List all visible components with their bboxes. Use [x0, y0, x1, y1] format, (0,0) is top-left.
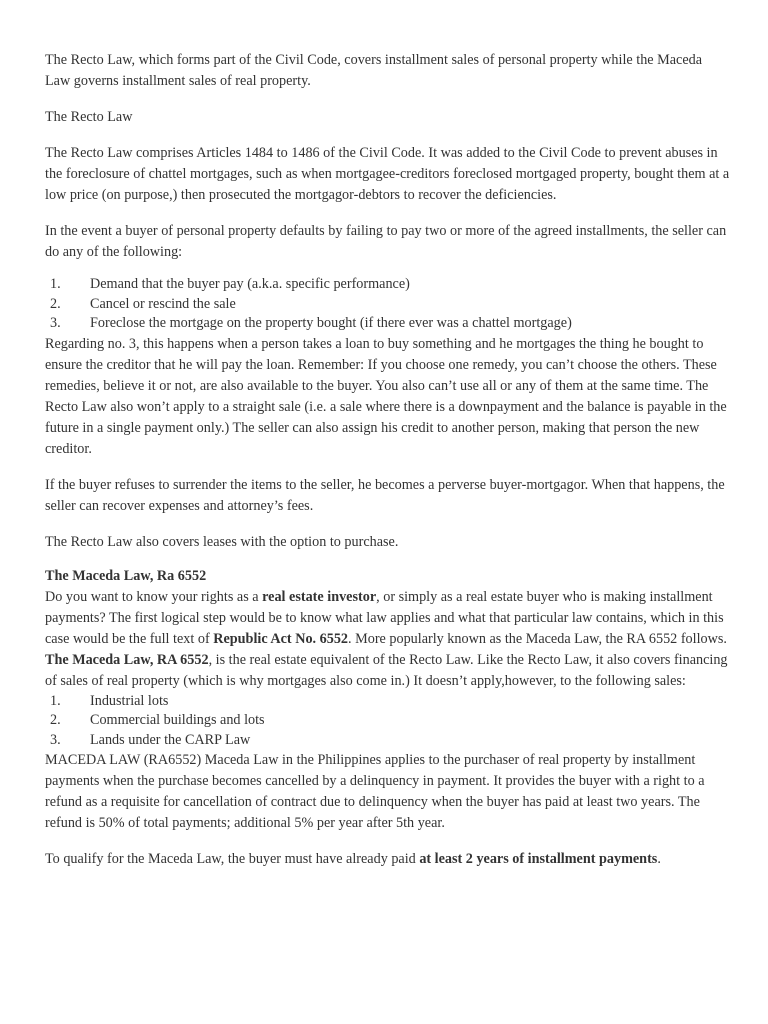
- perverse-buyer-paragraph: If the buyer refuses to surrender the items to the seller, he becomes a perverse buyer-mortgagor. When that happens, the seller can recover expenses and attorney’s fees.: [45, 476, 725, 514]
- seller-remedies-list: [45, 275, 730, 334]
- list-item: [45, 314, 730, 334]
- maceda-refund-paragraph: MACEDA LAW (RA6552) Maceda Law in the Philippines applies to the purchaser of real property by installment payments when the purchase becomes cancelled by a delinquency in payment. It provides the buyer with a right to a refund as a requisite for cancellation of contract due to delinquency when the buyer has paid at least two years. The refund is 50% of total payments; additional 5% per year after 5th year.: [45, 752, 705, 831]
- list-item: [45, 295, 730, 315]
- list-item-text: Lands under the CARP Law: [90, 731, 251, 748]
- document-body: [45, 50, 730, 885]
- recto-law-description: The Recto Law comprises Articles 1484 to 1486 of the Civil Code. It was added to the Civil Code to prevent abuses in the foreclosure of chattel mortgages, such as when mortgagee-creditors foreclosed mortgaged property, bought them at a low price (on purpose,) then prosecuted the mortgagor-debtors to recover the deficiencies.: [45, 145, 730, 203]
- excluded-sales-list: [45, 692, 730, 751]
- list-item-text: Foreclose the mortgage on the property bought (if there ever was a chattel mortgage): [90, 315, 572, 331]
- list-item-text: Commercial buildings and lots: [90, 712, 265, 728]
- maceda-intro-paragraph: Do you want to know your rights as a real estate investor, or simply as a real estate buyer who is making installment payments? The first logical step would be to know what law applies and what that particular law contains, which in this case would be the full text of Republic Act No. 6552. More popularly known as the Maceda Law, the RA 6552 follows.: [45, 588, 727, 647]
- list-item: [45, 275, 730, 295]
- list-item-text: Industrial lots: [90, 692, 169, 709]
- list-number: 2.: [50, 295, 61, 312]
- recto-law-heading: The Recto Law: [45, 109, 133, 125]
- list-item: [45, 731, 730, 751]
- list-item-text: Demand that the buyer pay (a.k.a. specific performance): [90, 276, 410, 292]
- leases-paragraph: The Recto Law also covers leases with the option to purchase.: [45, 533, 399, 550]
- buyer-default-paragraph: In the event a buyer of personal property defaults by failing to pay two or more of the agreed installments, the seller can do any of the following:: [45, 223, 727, 260]
- list-item: [45, 711, 730, 731]
- list-item: [45, 692, 730, 712]
- list-number: 3.: [50, 315, 61, 331]
- list-number: 3.: [50, 731, 61, 748]
- list-number: 1.: [50, 692, 61, 709]
- remedies-explanation: Regarding no. 3, this happens when a person takes a loan to buy something and he mortgages the thing he bought to ensure the creditor that he will pay the loan. Remember: If you choose one remedy, you can’t choose the others. These remedies, believe it or not, are also available to the buyer. You also can’t use all or any of them at the same time. The Recto Law also won’t apply to a straight sale (i.e. a sale where there is a downpayment and the balance is payable in the future in a single payment only.) The seller can also assign his credit to another person, making that person the new creditor.: [45, 335, 727, 457]
- list-number: 2.: [50, 712, 61, 728]
- maceda-law-heading: The Maceda Law, Ra 6552: [45, 567, 207, 584]
- intro-paragraph: The Recto Law, which forms part of the Civil Code, covers installment sales of personal property while the Maceda Law governs installment sales of real property.: [45, 52, 703, 89]
- list-item-text: Cancel or rescind the sale: [90, 295, 236, 312]
- list-number: 1.: [50, 276, 61, 292]
- maceda-equivalent-paragraph: The Maceda Law, RA 6552, is the real estate equivalent of the Recto Law. Like the Recto Law, it also covers financing of sales of real property (which is why mortgages also come in.) It doesn’t apply,however, to the following sales:: [45, 651, 728, 689]
- qualify-paragraph: To qualify for the Maceda Law, the buyer must have already paid at least 2 years of installment payments.: [45, 851, 661, 867]
